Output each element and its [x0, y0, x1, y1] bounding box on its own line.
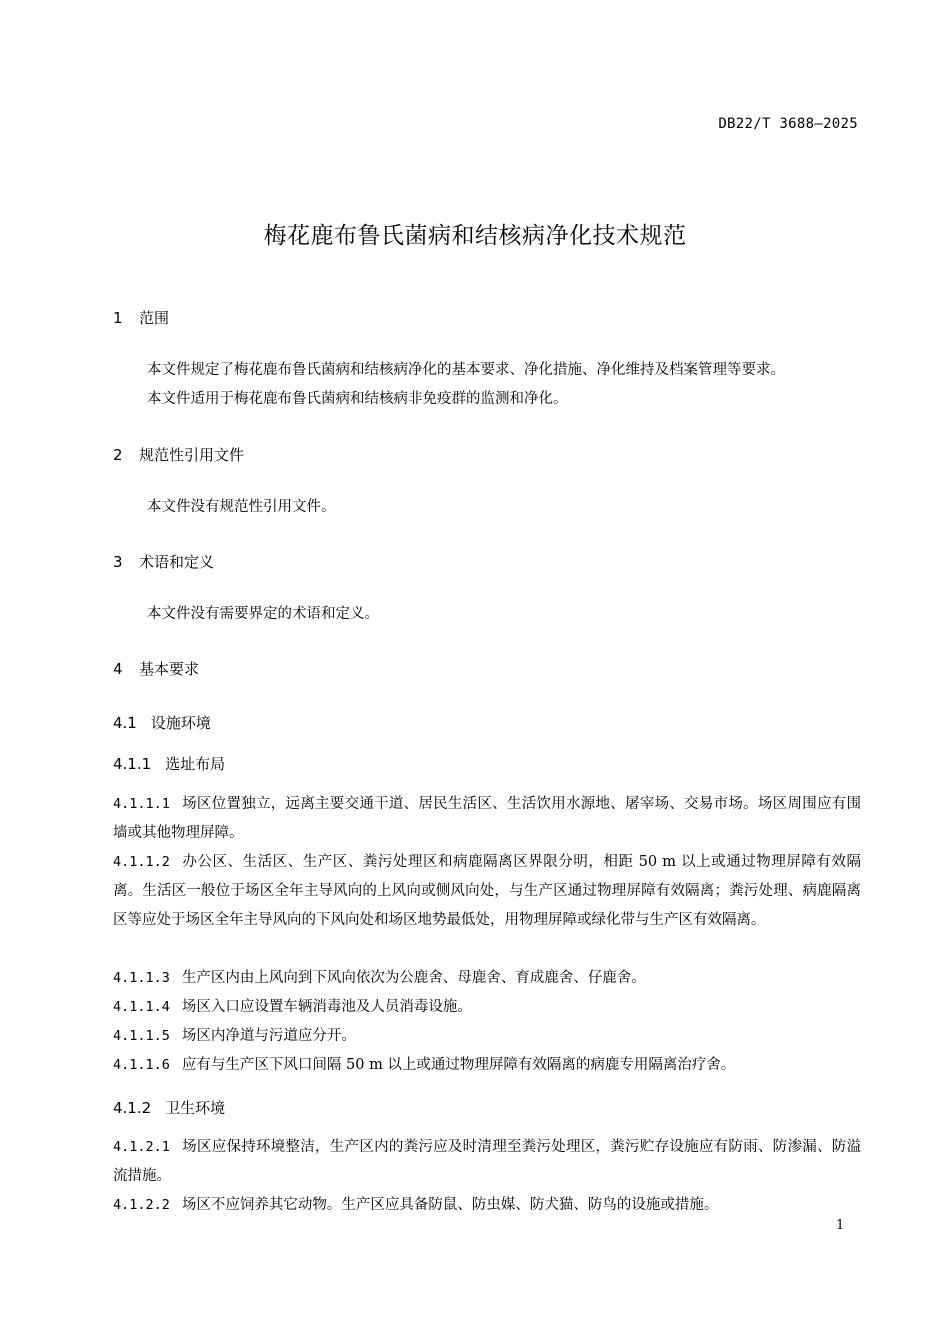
clause-number: 4.1.1.2: [113, 854, 170, 870]
subsection-number: 4.1: [113, 714, 137, 732]
scope-paragraph-1: 本文件规定了梅花鹿布鲁氏菌病和结核病净化的基本要求、净化措施、净化维持及档案管理等要求。: [147, 362, 785, 378]
standard-code: DB22/T 3688—2025: [718, 116, 858, 132]
clause-number: 4.1.1.6: [113, 1057, 170, 1073]
section-title: 规范性引用文件: [139, 446, 245, 464]
clause-text: 场区入口应设置车辆消毒池及人员消毒设施。: [181, 999, 472, 1015]
section-1-heading: [113, 307, 169, 328]
page-number: 1: [836, 1218, 845, 1233]
clause-number: 4.1.2.2: [113, 1197, 170, 1213]
section-number: 4: [113, 660, 123, 678]
clause-4-1-2-2: [113, 1191, 861, 1220]
clause-number: 4.1.1.4: [113, 999, 170, 1015]
section-number: 1: [113, 309, 123, 327]
subsection-number: 4.1.2: [113, 1099, 152, 1117]
clause-text: 生产区内由上风向到下风向依次为公鹿舍、母鹿舍、育成鹿舍、仔鹿舍。: [181, 970, 646, 986]
clause-number: 4.1.1.1: [113, 796, 170, 812]
subsection-number: 4.1.1: [113, 755, 152, 773]
clause-number: 4.1.1.3: [113, 970, 170, 986]
normative-references-paragraph: 本文件没有规范性引用文件。: [147, 499, 336, 515]
document-title: 梅花鹿布鲁氏菌病和结核病净化技术规范: [263, 223, 687, 249]
section-3-heading: [113, 551, 214, 572]
clause-number: 4.1.2.1: [113, 1139, 170, 1155]
subsection-4-1-2-heading: [113, 1097, 225, 1118]
subsection-4-1-heading: [113, 712, 211, 733]
terms-paragraph: 本文件没有需要界定的术语和定义。: [147, 606, 379, 622]
section-title: 术语和定义: [139, 553, 215, 571]
clause-4-1-1-3: [113, 964, 861, 993]
subsection-title: 选址布局: [165, 755, 226, 773]
subsection-title: 设施环境: [150, 714, 211, 732]
subsection-4-1-1-heading: [113, 753, 225, 774]
section-title: 基本要求: [139, 660, 200, 678]
clause-4-1-1-4: [113, 993, 861, 1022]
section-title: 范围: [139, 309, 170, 327]
subsection-title: 卫生环境: [165, 1099, 226, 1117]
scope-paragraph-2: 本文件适用于梅花鹿布鲁氏菌病和结核病非免疫群的监测和净化。: [147, 391, 568, 407]
clause-text: 场区不应饲养其它动物。生产区应具备防鼠、防虫媒、防犬猫、防鸟的设施或措施。: [181, 1197, 719, 1213]
section-number: 2: [113, 446, 123, 464]
section-4-heading: [113, 658, 199, 679]
clause-number: 4.1.1.5: [113, 1028, 170, 1044]
clause-text: 办公区、生活区、生产区、粪污处理区和病鹿隔离区界限分明，相距 50 m 以上或通过物理屏障有效隔离。生活区一般位于场区全年主导风向的上风向或侧风向处，与生产区通过物理屏障有效隔离；粪污处理、病鹿隔离区等应处于场区全年主导风向的下风向处和场区地势最低处，用物理屏障或绿化带与生产区有效隔离。: [113, 854, 861, 928]
clause-text: 场区内净道与污道应分开。: [181, 1028, 356, 1044]
clause-text: 场区应保持环境整洁，生产区内的粪污应及时清理至粪污处理区，粪污贮存设施应有防雨、防渗漏、防溢流措施。: [113, 1139, 861, 1184]
clause-4-1-2-1: [113, 1133, 861, 1191]
clause-4-1-1-5: [113, 1022, 861, 1051]
section-number: 3: [113, 553, 123, 571]
clause-4-1-1-1: [113, 790, 861, 848]
clause-4-1-1-6: [113, 1051, 861, 1080]
section-2-heading: [113, 444, 244, 465]
clause-text: 应有与生产区下风口间隔 50 m 以上或通过物理屏障有效隔离的病鹿专用隔离治疗舍。: [181, 1057, 736, 1073]
clause-4-1-1-2: [113, 848, 861, 935]
clause-text: 场区位置独立，远离主要交通干道、居民生活区、生活饮用水源地、屠宰场、交易市场。场区周围应有围墙或其他物理屏障。: [113, 796, 861, 841]
